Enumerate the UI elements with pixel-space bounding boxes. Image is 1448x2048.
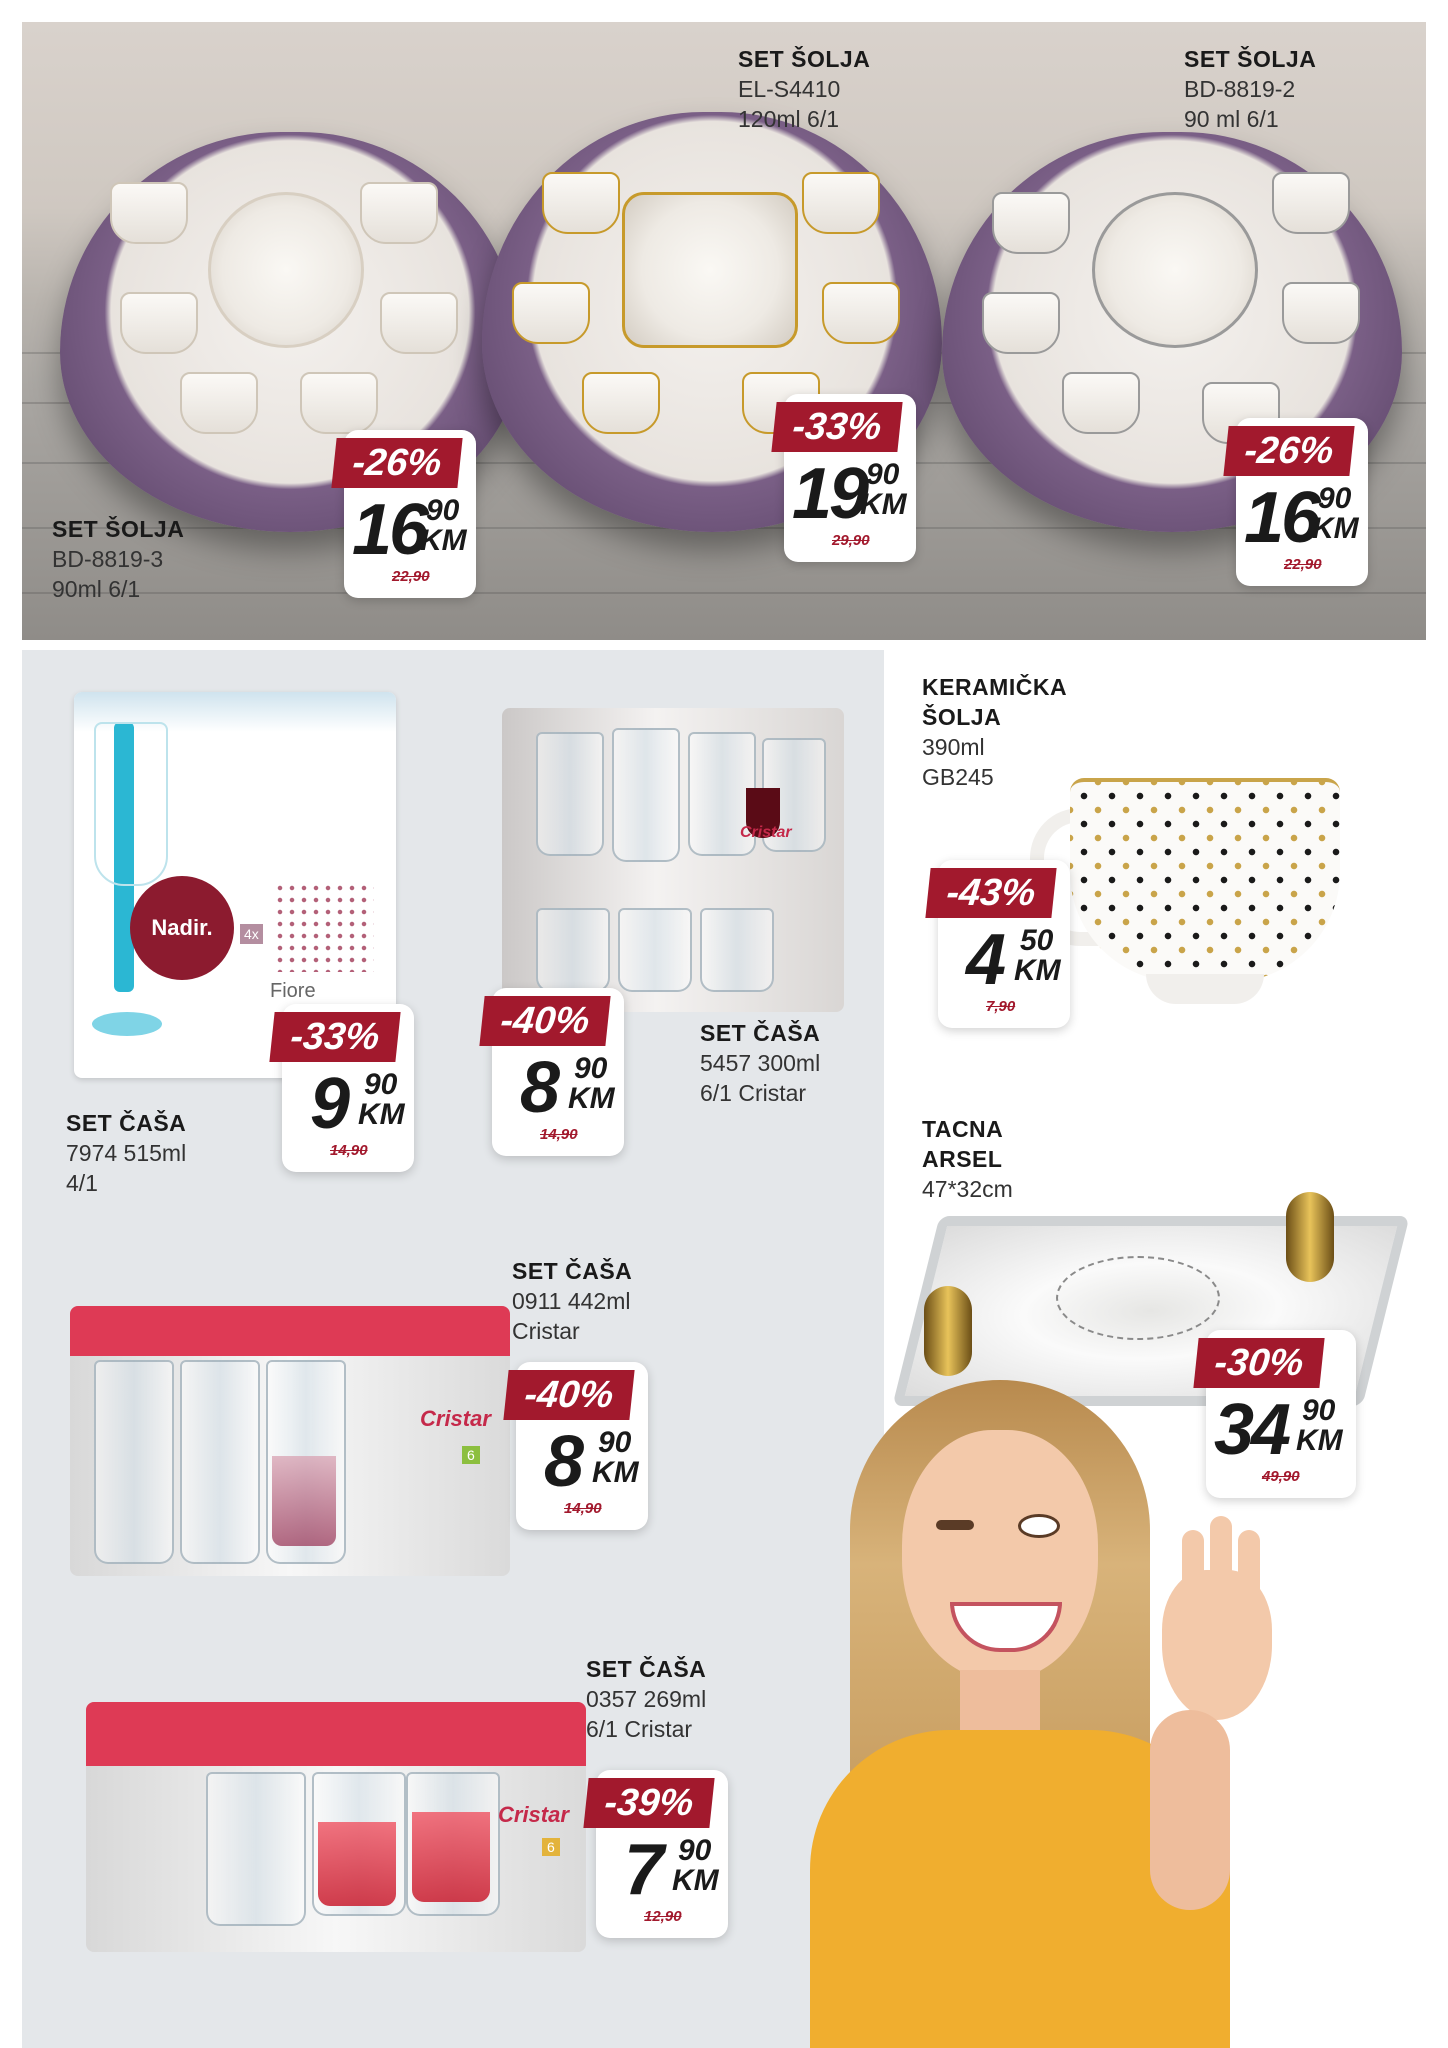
product-casa4-info — [586, 1654, 766, 1744]
price-int: 16 — [352, 490, 427, 570]
currency: KM — [420, 524, 467, 557]
old-price: 14,90 — [330, 1142, 368, 1159]
product-set2-info — [738, 44, 938, 134]
box-count-label: 6 — [462, 1446, 480, 1464]
product-desc: Cristar — [512, 1318, 580, 1344]
box-brand-label: Cristar — [498, 1802, 569, 1827]
price-int: 8 — [520, 1048, 558, 1128]
currency: KM — [1312, 512, 1359, 545]
price-tag-set1 — [344, 430, 476, 598]
price-tag-casa1 — [282, 1004, 414, 1172]
price-int: 19 — [792, 454, 867, 534]
price-cents: 90 — [574, 1052, 608, 1085]
price-int: 4 — [966, 920, 1004, 1000]
discount-badge: -43% — [925, 868, 1056, 918]
price-tag-keramicka — [938, 860, 1070, 1028]
product-set3-info — [1184, 44, 1384, 134]
box-brand-label: Cristar — [420, 1406, 491, 1431]
product-title: SET ŠOLJA — [52, 516, 185, 542]
product-desc: 47*32cm — [922, 1176, 1013, 1202]
product-desc: 0357 269ml — [586, 1686, 707, 1712]
product-title-line: TACNA — [922, 1116, 1004, 1142]
price-int: 34 — [1214, 1390, 1289, 1470]
smiling-woman-model — [790, 1380, 1310, 2048]
price-tag-set2 — [784, 394, 916, 562]
old-price: 22,90 — [1284, 556, 1322, 573]
box-count-label: 6 — [542, 1838, 560, 1856]
old-price: 49,90 — [1262, 1468, 1300, 1485]
product-desc: 7974 515ml — [66, 1140, 187, 1166]
price-cents: 90 — [426, 494, 460, 527]
discount-badge: -26% — [331, 438, 462, 488]
product-desc: 5457 300ml — [700, 1050, 821, 1076]
currency: KM — [1014, 954, 1061, 987]
product-title: SET ŠOLJA — [738, 46, 871, 72]
price-cents: 90 — [1318, 482, 1352, 515]
old-price: 14,90 — [540, 1126, 578, 1143]
product-casa1-info — [66, 1108, 246, 1198]
price-tag-casa4 — [596, 1770, 728, 1938]
price-cents: 90 — [598, 1426, 632, 1459]
product-casa2-info — [700, 1018, 880, 1108]
product-title: SET ČAŠA — [586, 1656, 707, 1682]
product-title: SET ČAŠA — [66, 1110, 187, 1136]
product-desc: BD-8819-3 — [52, 546, 164, 572]
old-price: 7,90 — [986, 998, 1016, 1015]
currency: KM — [860, 488, 907, 521]
price-cents: 90 — [866, 458, 900, 491]
product-title: SET ČAŠA — [700, 1020, 821, 1046]
product-set1-info — [52, 514, 252, 604]
currency: KM — [592, 1456, 639, 1489]
price-cents: 90 — [1302, 1394, 1336, 1427]
product-keramicka-info — [922, 672, 1142, 792]
discount-badge: -40% — [503, 1370, 634, 1420]
product-title-line: KERAMIČKA — [922, 674, 1068, 700]
box-count-label: 4x — [240, 924, 263, 944]
product-desc: 120ml 6/1 — [738, 106, 840, 132]
product-desc: 0911 442ml — [512, 1288, 631, 1314]
price-int: 16 — [1244, 478, 1319, 558]
cristar-wine-glass-box — [502, 708, 844, 1012]
price-int: 7 — [624, 1830, 662, 1910]
product-title: SET ŠOLJA — [1184, 46, 1317, 72]
product-title: SET ČAŠA — [512, 1258, 633, 1284]
nadir-logo-badge: Nadir. — [130, 876, 234, 980]
old-price: 14,90 — [564, 1500, 602, 1517]
currency: KM — [1296, 1424, 1343, 1457]
discount-badge: -39% — [583, 1778, 714, 1828]
price-tag-casa2 — [492, 988, 624, 1156]
discount-badge: -30% — [1193, 1338, 1324, 1388]
currency: KM — [672, 1864, 719, 1897]
price-int: 8 — [544, 1422, 582, 1502]
price-tag-casa3 — [516, 1362, 648, 1530]
discount-badge: -33% — [771, 402, 902, 452]
old-price: 22,90 — [392, 568, 430, 585]
product-title-line: ARSEL — [922, 1146, 1003, 1172]
product-desc: 90ml 6/1 — [52, 576, 141, 602]
box-brand-label: Cristar — [740, 824, 792, 841]
product-desc: 390ml — [922, 734, 985, 760]
product-desc: 6/1 Cristar — [700, 1080, 807, 1106]
price-cents: 50 — [1020, 924, 1054, 957]
discount-badge: -26% — [1223, 426, 1354, 476]
heart-print-mug — [1070, 778, 1340, 1008]
old-price: 29,90 — [832, 532, 870, 549]
old-price: 12,90 — [644, 1908, 682, 1925]
price-cents: 90 — [364, 1068, 398, 1101]
price-tag-set3 — [1236, 418, 1368, 586]
product-desc: 4/1 — [66, 1170, 98, 1196]
product-desc: GB245 — [922, 764, 994, 790]
price-cents: 90 — [678, 1834, 712, 1867]
price-int: 9 — [310, 1064, 348, 1144]
currency: KM — [568, 1082, 615, 1115]
product-casa3-info — [512, 1256, 692, 1346]
product-desc: EL-S4410 — [738, 76, 841, 102]
box-model-label: Fiore — [270, 980, 316, 1002]
cristar-rocks-box — [86, 1702, 586, 1952]
product-desc: BD-8819-2 — [1184, 76, 1296, 102]
discount-badge: -40% — [479, 996, 610, 1046]
product-desc: 6/1 Cristar — [586, 1716, 693, 1742]
currency: KM — [358, 1098, 405, 1131]
product-title-line: ŠOLJA — [922, 704, 1002, 730]
cristar-tumbler-box — [70, 1306, 510, 1576]
product-desc: 90 ml 6/1 — [1184, 106, 1279, 132]
discount-badge: -33% — [269, 1012, 400, 1062]
